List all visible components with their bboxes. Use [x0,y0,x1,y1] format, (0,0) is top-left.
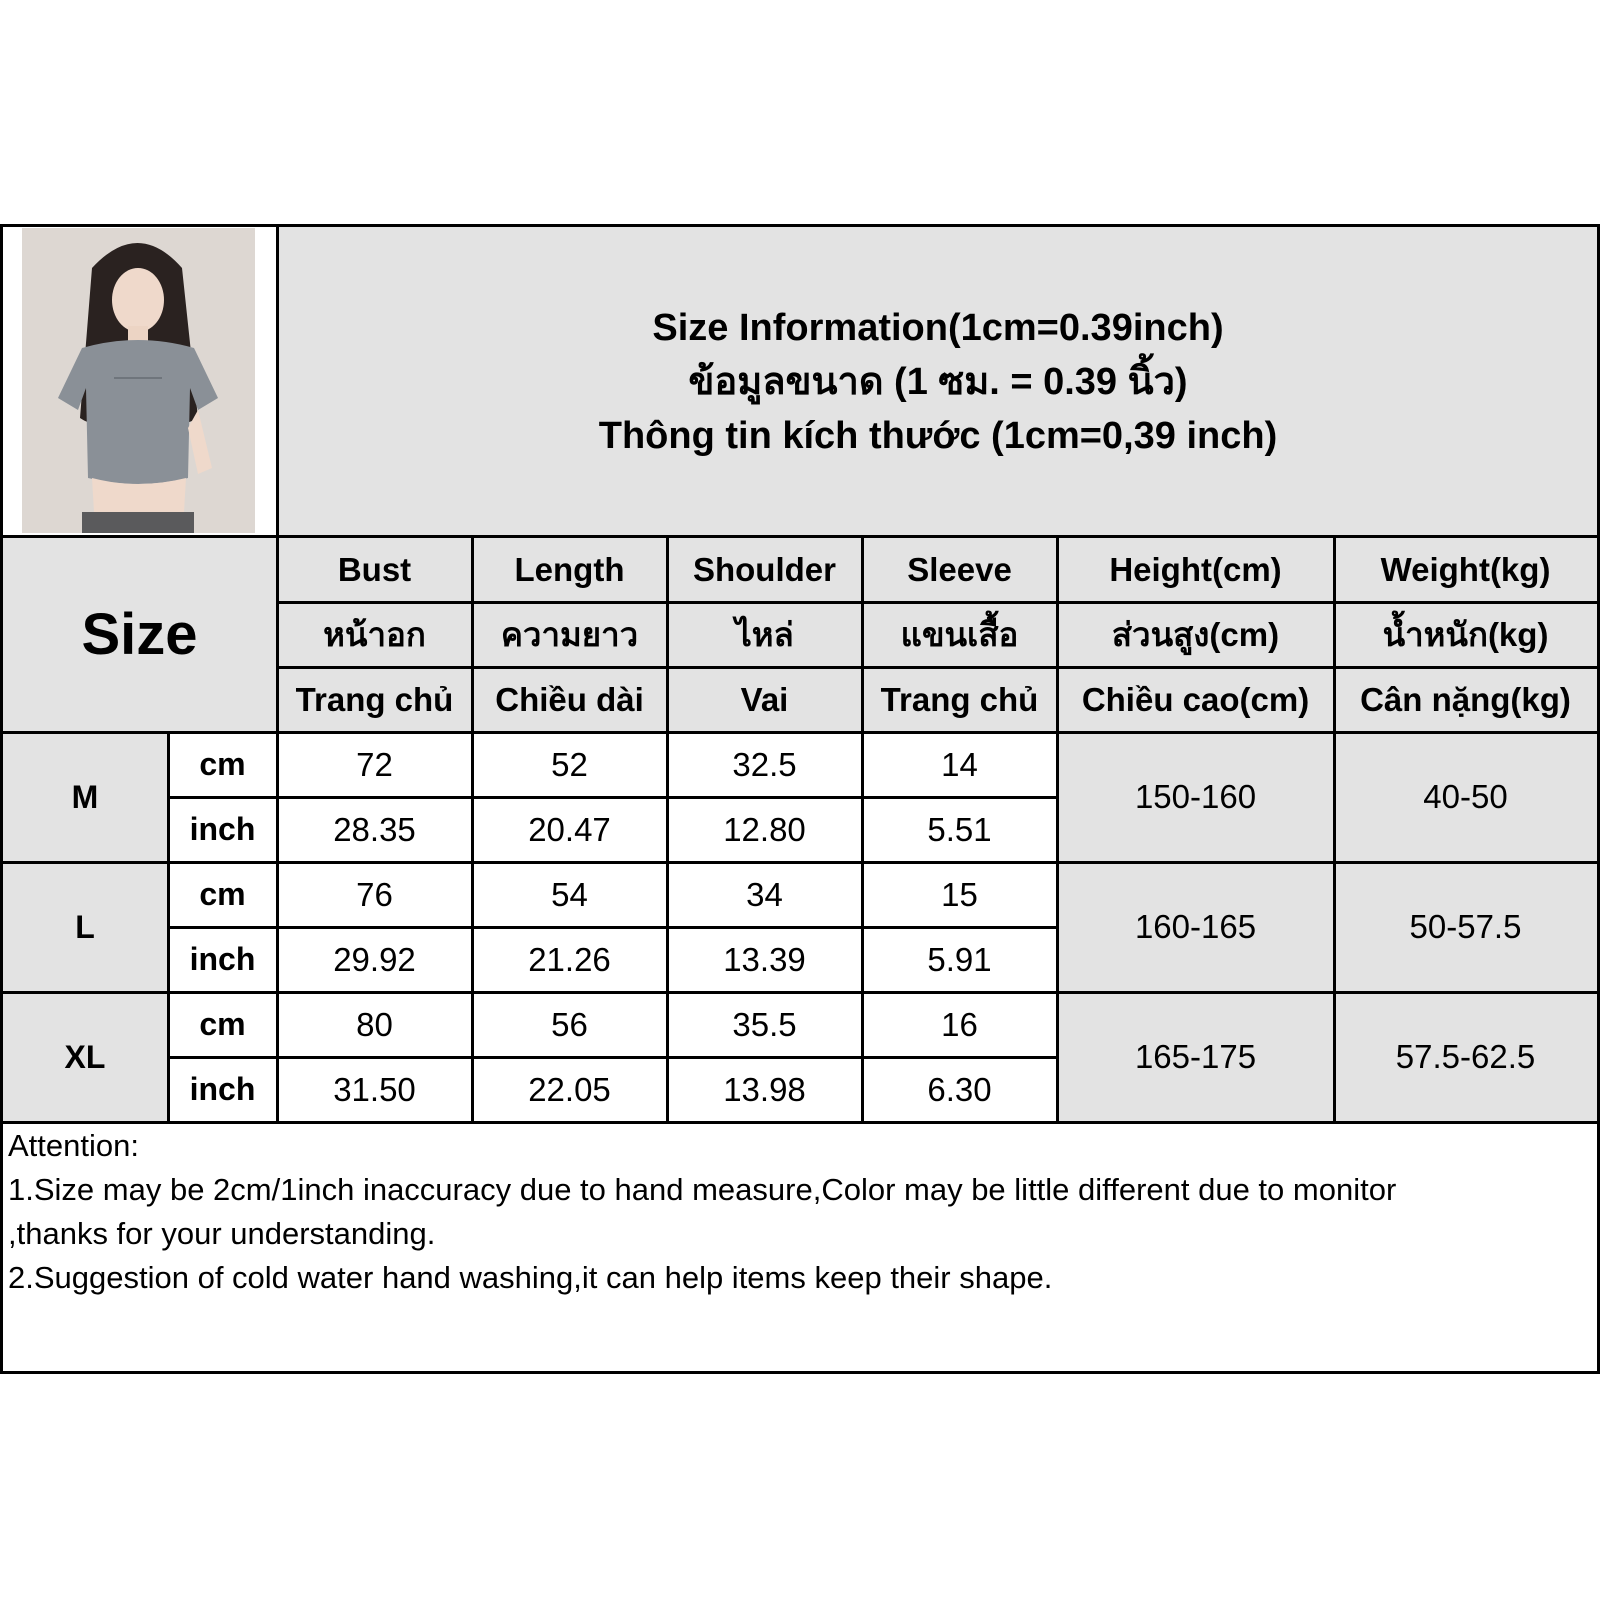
size-label: M [2,732,168,862]
weight-range: 57.5-62.5 [1334,992,1597,1122]
measurement-inch: 6.30 [862,1057,1057,1122]
column-header: Chiều cao(cm) [1057,667,1334,732]
height-range: 150-160 [1057,732,1334,862]
grid-line [276,732,279,1122]
measurement-cm: 76 [277,862,472,927]
column-header: ส่วนสูง(cm) [1057,602,1334,667]
grid-line [666,537,669,732]
column-header: ไหล่ [667,602,862,667]
note-line: 2.Suggestion of cold water hand washing,it can help items keep their shape. [8,1260,1053,1295]
measurement-inch: 31.50 [277,1057,472,1122]
note-line: Attention: [8,1128,139,1163]
measurement-inch: 13.98 [667,1057,862,1122]
grid-line [0,731,1600,734]
grid-line [276,225,279,535]
column-header: Bust [277,537,472,602]
note-line: 1.Size may be 2cm/1inch inaccuracy due to hand measure,Color may be little different due to monitor [8,1172,1397,1207]
title-vietnamese: Thông tin kích thước (1cm=0,39 inch) [598,415,1278,457]
grid-line [0,861,1600,864]
measurement-cm: 56 [472,992,667,1057]
weight-range: 50-57.5 [1334,862,1597,992]
grid-line [0,224,1600,227]
grid-line [277,666,1598,669]
unit-label: inch [168,797,277,862]
measurement-inch: 20.47 [472,797,667,862]
measurement-cm: 16 [862,992,1057,1057]
size-label: L [2,862,168,992]
title-english: Size Information(1cm=0.39inch) [652,307,1224,349]
measurement-inch: 5.51 [862,797,1057,862]
grid-line [276,537,279,732]
measurement-inch: 22.05 [472,1057,667,1122]
product-photo [22,228,255,533]
grid-line [471,732,474,1122]
measurement-inch: 21.26 [472,927,667,992]
grid-line [1333,537,1336,732]
unit-label: inch [168,927,277,992]
attention-notes [8,1124,1588,1300]
height-range: 165-175 [1057,992,1334,1122]
column-header: Shoulder [667,537,862,602]
column-header: น้ำหนัก(kg) [1334,602,1597,667]
size-heading: Size [2,537,277,732]
grid-line [471,537,474,732]
height-range: 160-165 [1057,862,1334,992]
measurement-cm: 34 [667,862,862,927]
measurement-cm: 14 [862,732,1057,797]
measurement-cm: 72 [277,732,472,797]
column-header: ความยาว [472,602,667,667]
grid-line [0,991,1600,994]
grid-line [0,1121,1600,1124]
grid-line [861,732,864,1122]
grid-line [1056,537,1059,732]
grid-line [0,535,1600,538]
title-thai: ข้อมูลขนาด (1 ซม. = 0.39 นิ้ว) [688,361,1188,403]
column-header: Height(cm) [1057,537,1334,602]
grid-line [167,732,170,1122]
measurement-cm: 80 [277,992,472,1057]
column-header: Weight(kg) [1334,537,1597,602]
measurement-inch: 12.80 [667,797,862,862]
title-block [278,228,1598,536]
measurement-inch: 29.92 [277,927,472,992]
grid-line [666,732,669,1122]
grid-line [861,537,864,732]
measurement-cm: 35.5 [667,992,862,1057]
column-header: หน้าอก [277,602,472,667]
grid-line [1056,732,1059,1122]
unit-label: cm [168,992,277,1057]
size-label: XL [2,992,168,1122]
measurement-cm: 54 [472,862,667,927]
measurement-cm: 15 [862,862,1057,927]
grid-line [0,225,3,1373]
grid-line [1597,225,1600,1373]
column-header: Trang chủ [277,667,472,732]
note-line: ,thanks for your understanding. [8,1216,436,1251]
column-header: Trang chủ [862,667,1057,732]
column-header: Vai [667,667,862,732]
measurement-cm: 52 [472,732,667,797]
grid-line [168,796,1057,799]
measurement-inch: 5.91 [862,927,1057,992]
grid-line [277,601,1598,604]
measurement-inch: 13.39 [667,927,862,992]
measurement-inch: 28.35 [277,797,472,862]
column-header: Length [472,537,667,602]
column-header: Chiều dài [472,667,667,732]
column-header: แขนเสื้อ [862,602,1057,667]
unit-label: cm [168,732,277,797]
grid-line [168,926,1057,929]
unit-label: inch [168,1057,277,1122]
weight-range: 40-50 [1334,732,1597,862]
column-header: Sleeve [862,537,1057,602]
unit-label: cm [168,862,277,927]
grid-line [1333,732,1336,1122]
column-header: Cân nặng(kg) [1334,667,1597,732]
grid-line [0,1371,1600,1374]
measurement-cm: 32.5 [667,732,862,797]
grid-line [168,1056,1057,1059]
